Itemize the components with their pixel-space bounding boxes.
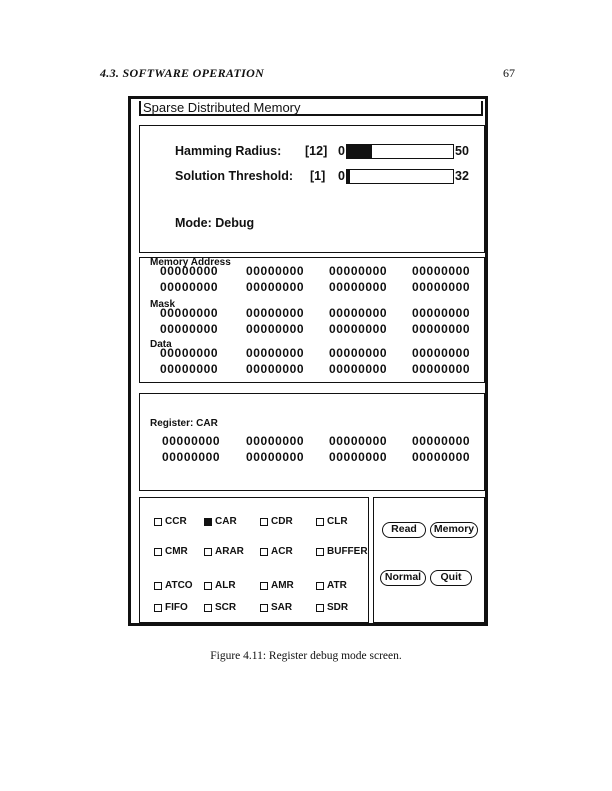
read-button[interactable]: Read	[382, 522, 426, 538]
checkbox-label: SCR	[215, 602, 237, 613]
mask-r1-c1: 00000000	[246, 322, 305, 336]
checkbox-box	[260, 604, 268, 612]
address-r0-c2: 00000000	[329, 264, 388, 278]
checkbox-label: BUFFER	[327, 546, 368, 557]
hamming-radius-label: Hamming Radius:	[175, 144, 282, 158]
mask-r0-c2: 00000000	[329, 306, 388, 320]
running-head: 4.3. SOFTWARE OPERATION	[100, 66, 265, 80]
checkbox-box	[260, 582, 268, 590]
memory-address-label: Memory Address	[150, 257, 231, 268]
address-r0-c3: 00000000	[412, 264, 471, 278]
mask-r1-c3: 00000000	[412, 322, 471, 336]
hamming-slider-fill	[347, 145, 372, 158]
data-r1-c3: 00000000	[412, 362, 471, 376]
address-r1-c2: 00000000	[329, 280, 388, 294]
command-panel	[373, 497, 485, 623]
mask-r1-c0: 00000000	[160, 322, 219, 336]
mask-r0-c0: 00000000	[160, 306, 219, 320]
quit-button[interactable]: Quit	[430, 570, 472, 586]
checkbox-label: ACR	[271, 546, 293, 557]
checkbox-label: ALR	[215, 580, 236, 591]
memory-button[interactable]: Memory	[430, 522, 478, 538]
checkbox-label: FIFO	[165, 602, 188, 613]
mask-r0-c3: 00000000	[412, 306, 471, 320]
checkbox-sar[interactable]	[260, 602, 292, 613]
checkbox-buffer[interactable]	[316, 546, 368, 557]
checkbox-box	[154, 518, 162, 526]
checkbox-box	[154, 582, 162, 590]
register-panel	[139, 393, 485, 491]
checkbox-atco[interactable]	[154, 580, 193, 591]
figure-caption: Figure 4.11: Register debug mode screen.	[210, 650, 402, 662]
threshold-slider-fill	[347, 170, 350, 183]
checkbox-arar[interactable]	[204, 546, 244, 557]
checkbox-box	[316, 604, 324, 612]
window-title: Sparse Distributed Memory	[143, 100, 301, 115]
parameters-panel	[139, 125, 485, 253]
checkbox-scr[interactable]	[204, 602, 236, 613]
data-r0-c2: 00000000	[329, 346, 388, 360]
register-r1-c1: 00000000	[246, 450, 305, 464]
checkbox-box	[154, 604, 162, 612]
threshold-slider-max: 32	[455, 169, 469, 183]
checkbox-fifo[interactable]	[154, 602, 188, 613]
checkbox-box	[260, 548, 268, 556]
checkbox-label: SDR	[327, 602, 349, 613]
checkbox-box	[316, 548, 324, 556]
checkbox-label: AMR	[271, 580, 294, 591]
threshold-slider-min: 0	[338, 169, 345, 183]
checkbox-box	[260, 518, 268, 526]
checkbox-box	[316, 518, 324, 526]
checkbox-label: CAR	[215, 516, 237, 527]
checkbox-label: ATR	[327, 580, 347, 591]
checkbox-cdr[interactable]	[260, 516, 293, 527]
checkbox-box	[204, 518, 212, 526]
register-r1-c0: 00000000	[162, 450, 221, 464]
checkbox-box	[154, 548, 162, 556]
register-select-panel	[139, 497, 369, 623]
register-r0-c1: 00000000	[246, 434, 305, 448]
data-r0-c0: 00000000	[160, 346, 219, 360]
normal-button[interactable]: Normal	[380, 570, 426, 586]
hamming-slider-max: 50	[455, 144, 469, 158]
solution-threshold-slider[interactable]	[346, 169, 454, 184]
checkbox-amr[interactable]	[260, 580, 294, 591]
page-number: 67	[503, 66, 515, 80]
checkbox-atr[interactable]	[316, 580, 347, 591]
hamming-radius-slider[interactable]	[346, 144, 454, 159]
title-bar	[139, 101, 483, 116]
checkbox-alr[interactable]	[204, 580, 236, 591]
checkbox-box	[204, 582, 212, 590]
mask-r0-c1: 00000000	[246, 306, 305, 320]
checkbox-box	[316, 582, 324, 590]
mask-label: Mask	[150, 299, 176, 310]
checkbox-label: ATCO	[165, 580, 193, 591]
checkbox-label: CLR	[327, 516, 348, 527]
hamming-radius-value: [12]	[305, 144, 328, 158]
checkbox-cmr[interactable]	[154, 546, 188, 557]
mask-r1-c2: 00000000	[329, 322, 388, 336]
solution-threshold-value: [1]	[310, 169, 326, 183]
checkbox-clr[interactable]	[316, 516, 348, 527]
register-r0-c3: 00000000	[412, 434, 471, 448]
register-r1-c3: 00000000	[412, 450, 471, 464]
address-r0-c0: 00000000	[160, 264, 219, 278]
data-label: Data	[150, 339, 172, 350]
data-r1-c2: 00000000	[329, 362, 388, 376]
sdm-window	[128, 96, 488, 626]
checkbox-label: CCR	[165, 516, 187, 527]
checkbox-label: CMR	[165, 546, 188, 557]
checkbox-sdr[interactable]	[316, 602, 348, 613]
checkbox-box	[204, 604, 212, 612]
data-r0-c1: 00000000	[246, 346, 305, 360]
address-r0-c1: 00000000	[246, 264, 305, 278]
checkbox-acr[interactable]	[260, 546, 293, 557]
register-r0-c0: 00000000	[162, 434, 221, 448]
hamming-slider-min: 0	[338, 144, 345, 158]
address-r1-c3: 00000000	[412, 280, 471, 294]
checkbox-box	[204, 548, 212, 556]
data-r0-c3: 00000000	[412, 346, 471, 360]
register-label: Register: CAR	[150, 418, 218, 429]
checkbox-car[interactable]	[204, 516, 237, 527]
checkbox-label: SAR	[271, 602, 293, 613]
address-r1-c0: 00000000	[160, 280, 219, 294]
mode-label: Mode: Debug	[175, 216, 255, 230]
data-r1-c0: 00000000	[160, 362, 219, 376]
register-r0-c2: 00000000	[329, 434, 388, 448]
checkbox-ccr[interactable]	[154, 516, 187, 527]
data-r1-c1: 00000000	[246, 362, 305, 376]
address-r1-c1: 00000000	[246, 280, 305, 294]
memory-panel	[139, 257, 485, 383]
register-r1-c2: 00000000	[329, 450, 388, 464]
checkbox-label: CDR	[271, 516, 293, 527]
solution-threshold-label: Solution Threshold:	[175, 169, 294, 183]
checkbox-label: ARAR	[215, 546, 244, 557]
